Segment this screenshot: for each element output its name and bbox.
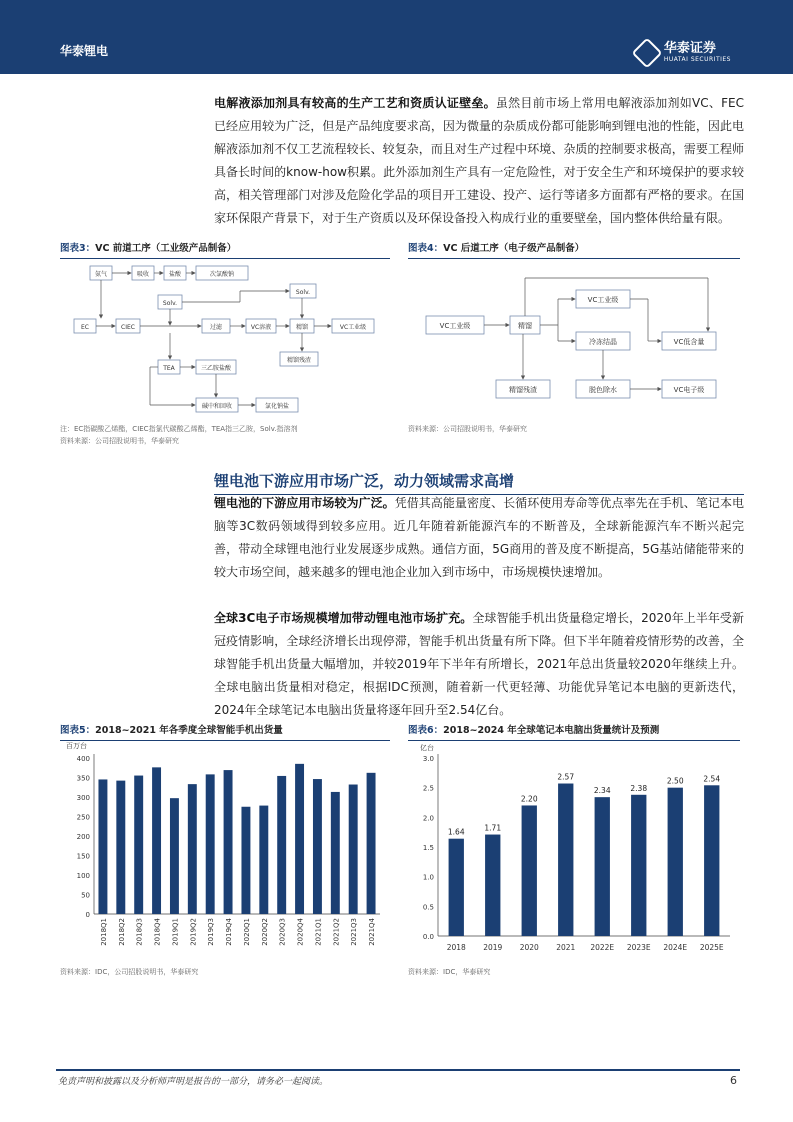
f4-vc-electronic: VC电子级 bbox=[673, 386, 705, 394]
y-tick-label: 3.0 bbox=[422, 755, 434, 763]
bar-2019 bbox=[485, 835, 500, 936]
footer-disclaimer: 免责声明和披露以及分析师声明是报告的一部分，请务必一起阅读。 bbox=[58, 1077, 329, 1087]
section-title: 华泰锂电 bbox=[60, 43, 109, 58]
label-ammonia: 氨气 bbox=[94, 271, 108, 278]
bar-2021 bbox=[558, 784, 573, 936]
bar-2021Q4 bbox=[367, 773, 376, 914]
x-tick-label: 2018Q1 bbox=[99, 918, 108, 946]
y-tick-label: 100 bbox=[76, 872, 90, 880]
bar-2025E bbox=[704, 785, 719, 936]
bar-2024E bbox=[668, 788, 683, 936]
x-tick-label: 2021Q3 bbox=[350, 918, 359, 946]
paragraph-3-lead: 全球3C电子市场规模增加带动锂电池市场扩充。 bbox=[214, 611, 473, 625]
label-ciec: CIEC bbox=[121, 324, 135, 331]
label-tea-hcl: 三乙胺盐酸 bbox=[200, 365, 232, 372]
x-tick-label: 2019 bbox=[483, 943, 503, 952]
bar-2018Q2 bbox=[116, 781, 125, 914]
x-tick-label: 2018Q2 bbox=[117, 918, 126, 946]
paragraph-1-body: 虽然目前市场上常用电解液添加剂如VC、FEC已经应用较为广泛，但是产品纯度要求高，因为微量的杂质成份都可能影响到锂电池的性能，因此电解液添加剂不仅工艺流程较长、较复杂，而且对生产过程中环境、杂质的控制要求极高，需要工程师具备长时间的know-how积累。此外添加剂生产具有一定危险性，对于安全生产和环境保护的要求较高，相关管理部门对涉及危险化学品的项目开工建设、投产、运行等诸多方面都有严格的要求。在国家环保限产背景下，对于生产资质以及环保设备投入构成行业的重要壁垒，国内整体供给量有限。 bbox=[214, 96, 744, 225]
figure-4-text: VC 后道工序（电子级产品制备） bbox=[443, 243, 585, 254]
y-tick-label: 2.0 bbox=[422, 814, 434, 823]
footer-divider bbox=[56, 1069, 740, 1071]
y-tick-label: 200 bbox=[76, 833, 90, 841]
company-logo bbox=[636, 42, 731, 64]
data-label: 2.54 bbox=[703, 774, 721, 784]
paragraph-1 bbox=[214, 92, 744, 230]
bar-2019Q3 bbox=[206, 774, 215, 914]
y-tick-label: 350 bbox=[76, 774, 90, 783]
x-tick-label: 2020Q2 bbox=[260, 918, 269, 946]
figure-5-source: 资料来源：IDC，公司招股说明书，华泰研究 bbox=[60, 968, 199, 976]
label-sodium-hypo: 次氯酸钠 bbox=[209, 271, 235, 278]
data-label: 2.57 bbox=[557, 772, 575, 782]
bar-2021Q1 bbox=[313, 779, 322, 914]
label-nacl: 氯化钠盐 bbox=[264, 403, 290, 410]
data-label: 2.50 bbox=[666, 776, 684, 786]
figure-6-text: 2018~2024 年全球笔记本电脑出货量统计及预测 bbox=[443, 725, 660, 736]
x-tick-label: 2018 bbox=[446, 943, 466, 952]
bar-2021Q2 bbox=[331, 792, 340, 914]
label-solv1: Solv. bbox=[162, 300, 178, 307]
x-tick-label: 2018Q4 bbox=[153, 918, 162, 946]
x-tick-label: 2018Q3 bbox=[135, 918, 144, 946]
figure-3-source: 资料来源：公司招股说明书，华泰研究 bbox=[60, 437, 179, 445]
x-tick-label: 2021 bbox=[556, 943, 576, 952]
x-tick-label: 2019Q1 bbox=[171, 918, 180, 946]
data-label: 1.64 bbox=[447, 827, 465, 837]
bar-2020Q4 bbox=[295, 764, 304, 914]
f4-vc-low: VC低含量 bbox=[673, 338, 705, 346]
paragraph-2-body: 凭借其高能量密度、长循环使用寿命等优点率先在手机、笔记本电脑等3C数码领域得到较多应用。近几年随着新能源汽车的不断普及，全球新能源汽车不断兴起完善，带动全球锂电池行业发展逐步成熟。通信方面，5G商用的普及度不断提高，5G基站储能带来的较大市场空间，越来越多的锂电池企业加入到市场中，市场规模快速增加。 bbox=[214, 496, 744, 579]
header-left bbox=[60, 40, 108, 60]
y-axis-label: 亿台 bbox=[420, 744, 434, 752]
x-tick-label: 2021Q1 bbox=[314, 918, 323, 946]
y-tick-label: 50 bbox=[81, 891, 90, 900]
bar-2018Q4 bbox=[152, 767, 161, 914]
figure-5-text: 2018~2021 年各季度全球智能手机出货量 bbox=[95, 725, 283, 736]
label-tea: TEA bbox=[163, 365, 175, 372]
label-solv2: Solv. bbox=[295, 289, 311, 296]
paragraph-3 bbox=[214, 607, 744, 722]
x-tick-label: 2025E bbox=[699, 943, 724, 952]
figure-6-source: 资料来源：IDC，华泰研究 bbox=[408, 968, 491, 976]
logo-text-en: HUATAI SECURITIES bbox=[663, 56, 731, 63]
label-neutralize: 碱中和回收 bbox=[201, 403, 233, 410]
bar-2020 bbox=[522, 805, 537, 936]
logo-text-cn: 华泰证券 bbox=[663, 41, 716, 56]
figure-6-chart bbox=[408, 738, 740, 964]
bar-2019Q4 bbox=[224, 770, 233, 914]
figure-4-title bbox=[408, 240, 740, 259]
f4-residue: 精馏残渣 bbox=[509, 386, 537, 394]
label-vc-industrial: VC工业级 bbox=[339, 324, 367, 331]
data-label: 1.71 bbox=[484, 823, 502, 833]
y-axis-label: 百万台 bbox=[66, 742, 87, 750]
figure-3-title bbox=[60, 240, 390, 259]
x-tick-label: 2019Q3 bbox=[207, 918, 216, 946]
f4-distill: 精馏 bbox=[518, 322, 532, 330]
x-tick-label: 2024E bbox=[663, 943, 688, 952]
y-tick-label: 1.5 bbox=[422, 844, 434, 852]
bar-2019Q1 bbox=[170, 798, 179, 914]
label-distill: 精馏 bbox=[295, 324, 309, 331]
label-residue: 精馏残渣 bbox=[286, 357, 312, 364]
data-label: 2.38 bbox=[630, 783, 648, 793]
paragraph-2 bbox=[214, 492, 744, 584]
bar-2022E bbox=[595, 797, 610, 936]
f4-dehydrate: 脱色除水 bbox=[589, 386, 617, 394]
bar-2021Q3 bbox=[349, 785, 358, 914]
x-tick-label: 2020Q1 bbox=[242, 918, 251, 946]
y-tick-label: 2.5 bbox=[422, 784, 434, 793]
y-tick-label: 0.0 bbox=[422, 933, 434, 941]
figure-5-chart bbox=[60, 738, 390, 964]
x-tick-label: 2020 bbox=[519, 943, 539, 952]
section-heading: 锂电池下游应用市场广泛，动力领域需求高增 bbox=[214, 472, 515, 490]
bar-2020Q2 bbox=[259, 806, 268, 914]
figure-5-label: 图表5： bbox=[60, 725, 96, 736]
page-number: 6 bbox=[730, 1074, 737, 1087]
label-vc-solution: VC溶液 bbox=[250, 324, 272, 331]
data-label: 2.20 bbox=[520, 794, 538, 804]
paragraph-3-body: 全球智能手机出货量稳定增长，2020年上半年受新冠疫情影响，全球经济增长出现停滞，智能手机出货量有所下降。但下半年随着疫情形势的改善，全球智能手机出货量大幅增加，并较2019年下半年有所增长，2021年总出货量较2020年继续上升。全球电脑出货量相对稳定，根据IDC预测，随着新一代更轻薄、功能优异笔记本电脑的更新迭代，2024年全球笔记本电脑出货量将逐年回升至2.54亿台。 bbox=[214, 611, 744, 717]
f4-freeze-crystal: 冷冻结晶 bbox=[589, 338, 617, 346]
f4-vc-industrial-in: VC工业级 bbox=[439, 322, 471, 330]
figure-4-flowchart bbox=[408, 258, 740, 418]
f4-vc-industrial-2: VC工业级 bbox=[587, 296, 619, 304]
paragraph-1-lead: 电解液添加剂具有较高的生产工艺和资质认证壁垒。 bbox=[214, 96, 496, 110]
x-tick-label: 2020Q3 bbox=[278, 918, 287, 946]
bar-2020Q1 bbox=[241, 807, 250, 914]
figure-3-flowchart bbox=[60, 258, 390, 418]
bar-2018Q1 bbox=[98, 779, 107, 914]
figure-6-label: 图表6： bbox=[408, 725, 444, 736]
page-header bbox=[0, 0, 793, 74]
label-salt: 盐酸 bbox=[168, 271, 182, 278]
y-tick-label: 400 bbox=[76, 755, 90, 763]
label-absorb: 吸收 bbox=[136, 271, 150, 278]
figure-3-note: 注：EC指碳酸乙烯酯，CIEC指氯代碳酸乙烯酯，TEA指三乙胺，Solv.指溶剂 bbox=[60, 425, 298, 433]
y-tick-label: 300 bbox=[76, 794, 90, 802]
y-tick-label: 150 bbox=[76, 852, 90, 861]
figure-3-text: VC 前道工序（工业级产品制备） bbox=[95, 243, 237, 254]
bar-2018 bbox=[449, 839, 464, 936]
x-tick-label: 2021Q2 bbox=[332, 918, 341, 946]
bar-2019Q2 bbox=[188, 784, 197, 914]
y-tick-label: 1.0 bbox=[422, 873, 434, 882]
label-filter: 过滤 bbox=[209, 324, 223, 331]
x-tick-label: 2023E bbox=[626, 943, 651, 952]
figure-4-source: 资料来源：公司招股说明书，华泰研究 bbox=[408, 425, 527, 433]
x-tick-label: 2019Q2 bbox=[189, 918, 198, 946]
logo-mark-icon bbox=[631, 37, 662, 68]
label-ec: EC bbox=[81, 324, 89, 331]
x-tick-label: 2022E bbox=[590, 943, 615, 952]
y-tick-label: 0.5 bbox=[422, 903, 434, 912]
x-tick-label: 2019Q4 bbox=[225, 918, 234, 946]
data-label: 2.34 bbox=[593, 786, 611, 796]
y-tick-label: 250 bbox=[76, 813, 90, 822]
x-tick-label: 2020Q4 bbox=[296, 918, 305, 946]
x-tick-label: 2021Q4 bbox=[368, 918, 377, 946]
paragraph-2-lead: 锂电池的下游应用市场较为广泛。 bbox=[214, 496, 395, 510]
figure-3-label: 图表3： bbox=[60, 243, 96, 254]
bar-2020Q3 bbox=[277, 776, 286, 914]
y-tick-label: 0 bbox=[85, 911, 90, 919]
bar-2018Q3 bbox=[134, 776, 143, 914]
figure-4-label: 图表4： bbox=[408, 243, 444, 254]
bar-2023E bbox=[631, 795, 646, 936]
figure-3-notes bbox=[60, 423, 298, 447]
